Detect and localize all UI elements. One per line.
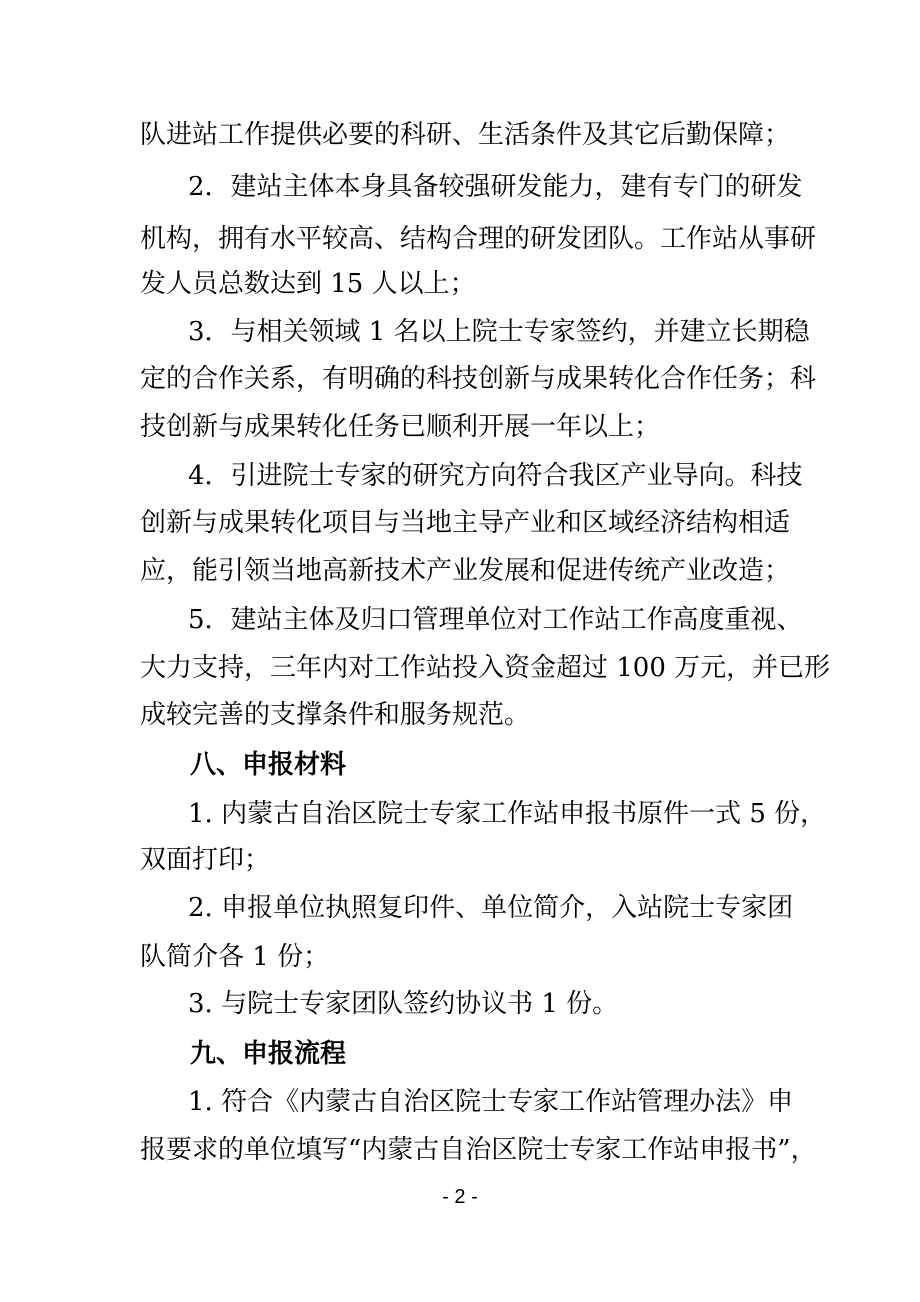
paragraph-line: 成较完善的支撑条件和服务规范。 [140, 700, 531, 730]
paragraph-line: 1. 内蒙古自治区院士专家工作站申报书原件一式 5 份， [188, 799, 827, 829]
paragraph-line: 3. 与院士专家团队签约协议书 1 份。 [188, 989, 619, 1019]
paragraph-line: 队进站工作提供必要的科研、生活条件及其它后勤保障； [140, 120, 791, 150]
paragraph-line: 应，能引领当地高新技术产业发展和促进传统产业改造； [140, 556, 791, 586]
paragraph-line: 技创新与成果转化任务已顺利开展一年以上； [140, 412, 661, 442]
paragraph-line: 4．引进院士专家的研究方向符合我区产业导向。科技 [188, 461, 803, 491]
paragraph-line: 1. 符合《内蒙古自治区院士专家工作站管理办法》申 [188, 1087, 794, 1117]
paragraph-line: 机构，拥有水平较高、结构合理的研发团队。工作站从事研 [140, 224, 817, 254]
paragraph-line: 大力支持，三年内对工作站投入资金超过 100 万元，并已形 [140, 653, 831, 683]
paragraph-line: 3．与相关领域 1 名以上院士专家签约，并建立长期稳 [188, 317, 810, 347]
paragraph-line: 2．建站主体本身具备较强研发能力，建有专门的研发 [188, 172, 803, 202]
page-number: - 2 - [442, 1186, 478, 1208]
paragraph-line: 5．建站主体及归口管理单位对工作站工作高度重视、 [188, 605, 803, 635]
section-heading-process: 九、申报流程 [190, 1039, 347, 1069]
paragraph-line: 队简介各 1 份； [140, 942, 330, 972]
paragraph-line: 2. 申报单位执照复印件、单位简介，入站院士专家团 [188, 893, 794, 923]
paragraph-line: 报要求的单位填写“内蒙古自治区院士专家工作站申报书”， [140, 1135, 817, 1165]
paragraph-line: 双面打印； [140, 845, 271, 875]
section-heading-materials: 八、申报材料 [190, 750, 347, 780]
paragraph-line: 创新与成果转化项目与当地主导产业和区域经济结构相适 [140, 508, 791, 538]
paragraph-line: 发人员总数达到 15 人以上； [140, 269, 476, 299]
paragraph-line: 定的合作关系，有明确的科技创新与成果转化合作任务；科 [140, 364, 817, 394]
